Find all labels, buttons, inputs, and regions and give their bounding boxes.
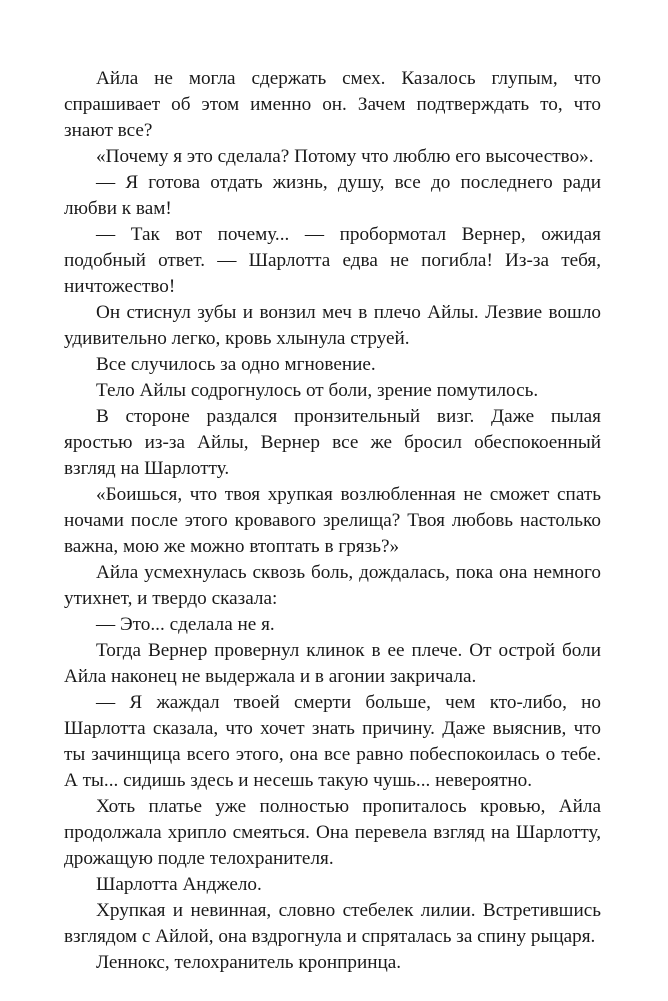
paragraph: — Я жаждал твоей смерти больше, чем кто-либо, но Шарлотта сказала, что хочет знать причину. Даже выяснив, что ты зачинщица всего этого, она все равно побеспокоилась о тебе. А ты... сидишь здесь и несешь такую чушь... невероятно. [64,692,601,791]
paragraph: Все случилось за одно мгновение. [96,354,376,375]
page-text [64,66,601,976]
paragraph: Хоть платье уже полностью пропиталось кровью, Айла продолжала хрипло смеяться. Она перевела взгляд на Шарлотту, дрожащую подле телохранителя. [64,796,601,869]
paragraph: Айла не могла сдержать смех. Казалось глупым, что спрашивает об этом именно он. Зачем подтверждать то, что знают все? [64,68,601,141]
paragraph: Хрупкая и невинная, словно стебелек лилии. Встретившись взглядом с Айлой, она вздрогнула и спряталась за спину рыцаря. [64,900,601,947]
paragraph: «Боишься, что твоя хрупкая возлюбленная не сможет спать ночами после этого кровавого зрелища? Твоя любовь настолько важна, мою же можно втоптать в грязь?» [64,484,601,557]
paragraph: Айла усмехнулась сквозь боль, дождалась, пока она немного утихнет, и твердо сказала: [64,562,601,609]
paragraph: «Почему я это сделала? Потому что люблю его высочество». [96,146,594,167]
paragraph: Шарлотта Анджело. [96,874,262,895]
paragraph: — Так вот почему... — пробормотал Вернер, ожидая подобный ответ. — Шарлотта едва не погибла! Из-за тебя, ничтожество! [64,224,601,297]
paragraph: Тело Айлы содрогнулось от боли, зрение помутилось. [96,380,539,401]
paragraph: — Я готова отдать жизнь, душу, все до последнего ради любви к вам! [64,172,601,219]
paragraph: Он стиснул зубы и вонзил меч в плечо Айлы. Лезвие вошло удивительно легко, кровь хлынула струей. [64,302,601,349]
paragraph: Тогда Вернер провернул клинок в ее плече. От острой боли Айла наконец не выдержала и в агонии закричала. [64,640,601,687]
paragraph: В стороне раздался пронзительный визг. Даже пылая яростью из-за Айлы, Вернер все же бросил обеспокоенный взгляд на Шарлотту. [64,406,601,479]
paragraph: Леннокс, телохранитель кронпринца. [96,952,402,973]
paragraph: — Это... сделала не я. [96,614,275,635]
